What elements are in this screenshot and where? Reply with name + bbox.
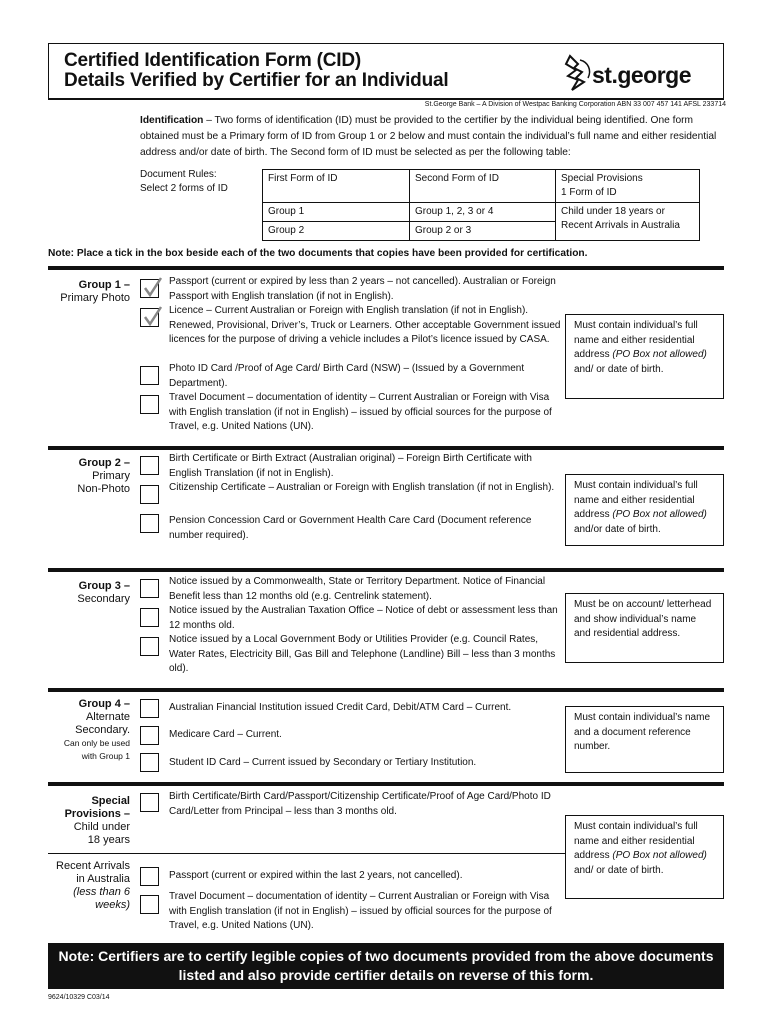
group4-label-rest: Alternate: [85, 711, 130, 723]
bank-line: St.George Bank – A Division of Westpac Banking Corporation ABN 33 007 457 141 AFSL 233714: [424, 101, 726, 108]
requirement-text: Must contain individual’s full name and either residential address: [574, 320, 698, 360]
section-divider: [48, 688, 724, 692]
group1-licence-checkbox[interactable]: [140, 308, 159, 327]
requirement-italic: (PO Box not allowed): [612, 349, 707, 360]
brand-logo-text: st.george: [592, 62, 692, 88]
special-item: Birth Certificate/Birth Card/Passport/Citizenship Certificate/Proof of Age Card/Photo ID Card/Letter from Principal – less than 3 months old.: [169, 791, 551, 817]
group3-requirement: Must be on account/ letterhead and show individual’s name and residential address.: [565, 593, 724, 663]
group3-label-bold: Group 3 –: [78, 580, 130, 592]
recent-label-italic: weeks): [95, 899, 130, 911]
requirement-text: and/ or date of birth.: [574, 864, 664, 876]
recent-label-italic: (less than 6: [73, 886, 130, 898]
rules-label: [140, 168, 228, 196]
intro-text: – Two forms of identification (ID) must be provided to the certifier by the individual being identified. One form obtained must be a Primary form of ID from Group 1 or 2 below and must contain the individual’s full name and either residential address and/or date of birth. The Second form of ID must be selected as per the following table:: [140, 115, 717, 158]
group1-requirement: [565, 314, 724, 399]
table-cell: [556, 203, 700, 241]
group2-pension-checkbox[interactable]: [140, 514, 159, 533]
group4-medicare-checkbox[interactable]: [140, 726, 159, 745]
section-divider: [48, 568, 724, 572]
requirement-text: and/ or date of birth.: [574, 363, 664, 375]
table-cell-line: Child under 18 years or: [561, 206, 665, 217]
rules-table: [262, 169, 700, 241]
group1-label-rest: Primary Photo: [60, 292, 130, 304]
recent-arrivals-label: [44, 860, 130, 912]
recent-travel-checkbox[interactable]: [140, 895, 159, 914]
recent-passport-checkbox[interactable]: [140, 867, 159, 886]
group1-item: Licence – Current Australian or Foreign with English translation (if not in English). Renewed, Provisional, Driver’s, Truck or Learners. Other acceptable Government issued licences for the purpose of driving a vehicle includes a Pilot’s licence issued by CASA.: [169, 305, 561, 345]
special-label: [48, 795, 130, 847]
certifier-note: Note: Certifiers are to certify legible copies of two documents provided from the above documents listed and also provide certifier details on reverse of this form.: [48, 943, 724, 989]
rules-header-special-line1: Special Provisions: [561, 173, 643, 184]
group3-item: Notice issued by a Local Government Body or Utilities Provider (e.g. Council Rates, Water Rates, Electricity Bill, Gas Bill and Telephone (Landline) Bill – less than 3 months old).: [169, 634, 556, 674]
group3-commonwealth-checkbox[interactable]: [140, 579, 159, 598]
requirement-text: and/or date of birth.: [574, 523, 661, 535]
group4-label: [44, 698, 130, 763]
group2-label: [48, 457, 130, 496]
special-divider: [48, 853, 565, 854]
form-subtitle: Details Verified by Certifier for an Individual: [64, 70, 449, 91]
group1-travel-checkbox[interactable]: [140, 395, 159, 414]
table-row: [263, 203, 700, 222]
group4-credit-card-checkbox[interactable]: [140, 699, 159, 718]
table-cell: Group 2: [263, 222, 410, 241]
group1-photo-id-checkbox[interactable]: [140, 366, 159, 385]
group1-label: [48, 279, 130, 305]
group2-label-rest: Non-Photo: [77, 483, 130, 495]
group4-item: Student ID Card – Current issued by Secondary or Tertiary Institution.: [169, 757, 477, 768]
rules-header-second: Second Form of ID: [410, 170, 556, 203]
checkmark-icon: [142, 305, 164, 327]
group4-label-note: with Group 1: [81, 751, 130, 761]
group4-requirement: Must contain individual’s name and a document reference number.: [565, 706, 724, 773]
group2-label-rest: Primary: [92, 470, 130, 482]
group3-label-rest: Secondary: [77, 593, 130, 605]
group4-item: Australian Financial Institution issued Credit Card, Debit/ATM Card – Current.: [169, 702, 512, 713]
group4-label-note: Can only be used: [63, 738, 130, 748]
header-rule: [48, 98, 724, 100]
group1-passport-checkbox[interactable]: [140, 279, 159, 298]
section-divider: [48, 782, 724, 786]
intro-label: Identification: [140, 115, 204, 126]
tick-note: Note: Place a tick in the box beside each of the two documents that copies have been provided for certification.: [48, 248, 588, 259]
group2-item: Pension Concession Card or Government Health Care Card (Document reference number required).: [169, 515, 532, 541]
rules-header-special: [556, 170, 700, 203]
table-cell-line: Recent Arrivals in Australia: [561, 220, 680, 231]
requirement-text: Must contain individual’s full name and either residential address: [574, 821, 698, 861]
recent-label: in Australia: [76, 873, 130, 885]
rules-header-special-line2: 1 Form of ID: [561, 187, 617, 198]
group4-label-rest: Secondary.: [75, 724, 130, 736]
special-label-rest: 18 years: [87, 834, 130, 846]
rules-header-first: First Form of ID: [263, 170, 410, 203]
rules-header-row: [263, 170, 700, 203]
table-cell: Group 1: [263, 203, 410, 222]
special-label-rest: Child under: [73, 821, 130, 833]
group2-requirement: [565, 474, 724, 546]
group1-item: Photo ID Card /Proof of Age Card/ Birth Card (NSW) – (Issued by a Government Department).: [169, 363, 525, 389]
section-divider: [48, 446, 724, 450]
group2-birth-cert-checkbox[interactable]: [140, 456, 159, 475]
group3-item: Notice issued by the Australian Taxation Office – Notice of debt or assessment less than 12 months old.: [169, 605, 558, 631]
table-cell: Group 1, 2, 3 or 4: [410, 203, 556, 222]
group1-item: Travel Document – documentation of identity – Current Australian or Foreign with Visa with English translation (if not in English) – issued by official sources for the purpose of Travel, e.g. United Nations (UN).: [169, 392, 552, 432]
group2-item: Citizenship Certificate – Australian or Foreign with English translation (if not in English).: [169, 482, 555, 493]
section-divider: [48, 266, 724, 270]
table-cell: Group 2 or 3: [410, 222, 556, 241]
requirement-text: Must contain individual’s full name and either residential address: [574, 480, 698, 520]
group2-item: Birth Certificate or Birth Extract (Australian original) – Foreign Birth Certificate with English Translation (if not in English).: [169, 453, 532, 479]
special-child-checkbox[interactable]: [140, 793, 159, 812]
group3-tax-checkbox[interactable]: [140, 608, 159, 627]
recent-item: Travel Document – documentation of identity – Current Australian or Foreign with Visa with English translation (if not in English) – issued by official sources for the purpose of Travel, e.g. United Nations (UN).: [169, 891, 552, 931]
group2-label-bold: Group 2 –: [78, 457, 130, 469]
group2-citizenship-checkbox[interactable]: [140, 485, 159, 504]
requirement-italic: (PO Box not allowed): [612, 850, 707, 861]
intro-paragraph: [140, 113, 724, 161]
group4-student-id-checkbox[interactable]: [140, 753, 159, 772]
group1-label-bold: Group 1 –: [78, 279, 130, 291]
form-code: 9624/10329 C03/14: [48, 994, 110, 1001]
form-title: Certified Identification Form (CID): [64, 50, 362, 71]
special-requirement: [565, 815, 724, 899]
rules-label-line1: Document Rules:: [140, 169, 217, 180]
special-label-bold: Provisions –: [64, 808, 130, 820]
requirement-italic: (PO Box not allowed): [612, 509, 707, 520]
group3-council-checkbox[interactable]: [140, 637, 159, 656]
recent-item: Passport (current or expired within the last 2 years, not cancelled).: [169, 870, 463, 881]
group1-item: Passport (current or expired by less than 2 years – not cancelled). Australian or Foreign Passport with English translation (if not in English).: [169, 276, 556, 302]
rules-label-line2: Select 2 forms of ID: [140, 183, 228, 194]
group4-item: Medicare Card – Current.: [169, 729, 282, 740]
group4-label-bold: Group 4 –: [78, 698, 130, 710]
checkmark-icon: [142, 276, 164, 298]
recent-label: Recent Arrivals: [56, 860, 130, 872]
group3-label: [48, 580, 130, 606]
special-label-bold: Special: [91, 795, 130, 807]
group3-item: Notice issued by a Commonwealth, State or Territory Department. Notice of Financial Benefit less than 12 months old (e.g. Centrelink statement).: [169, 576, 546, 602]
